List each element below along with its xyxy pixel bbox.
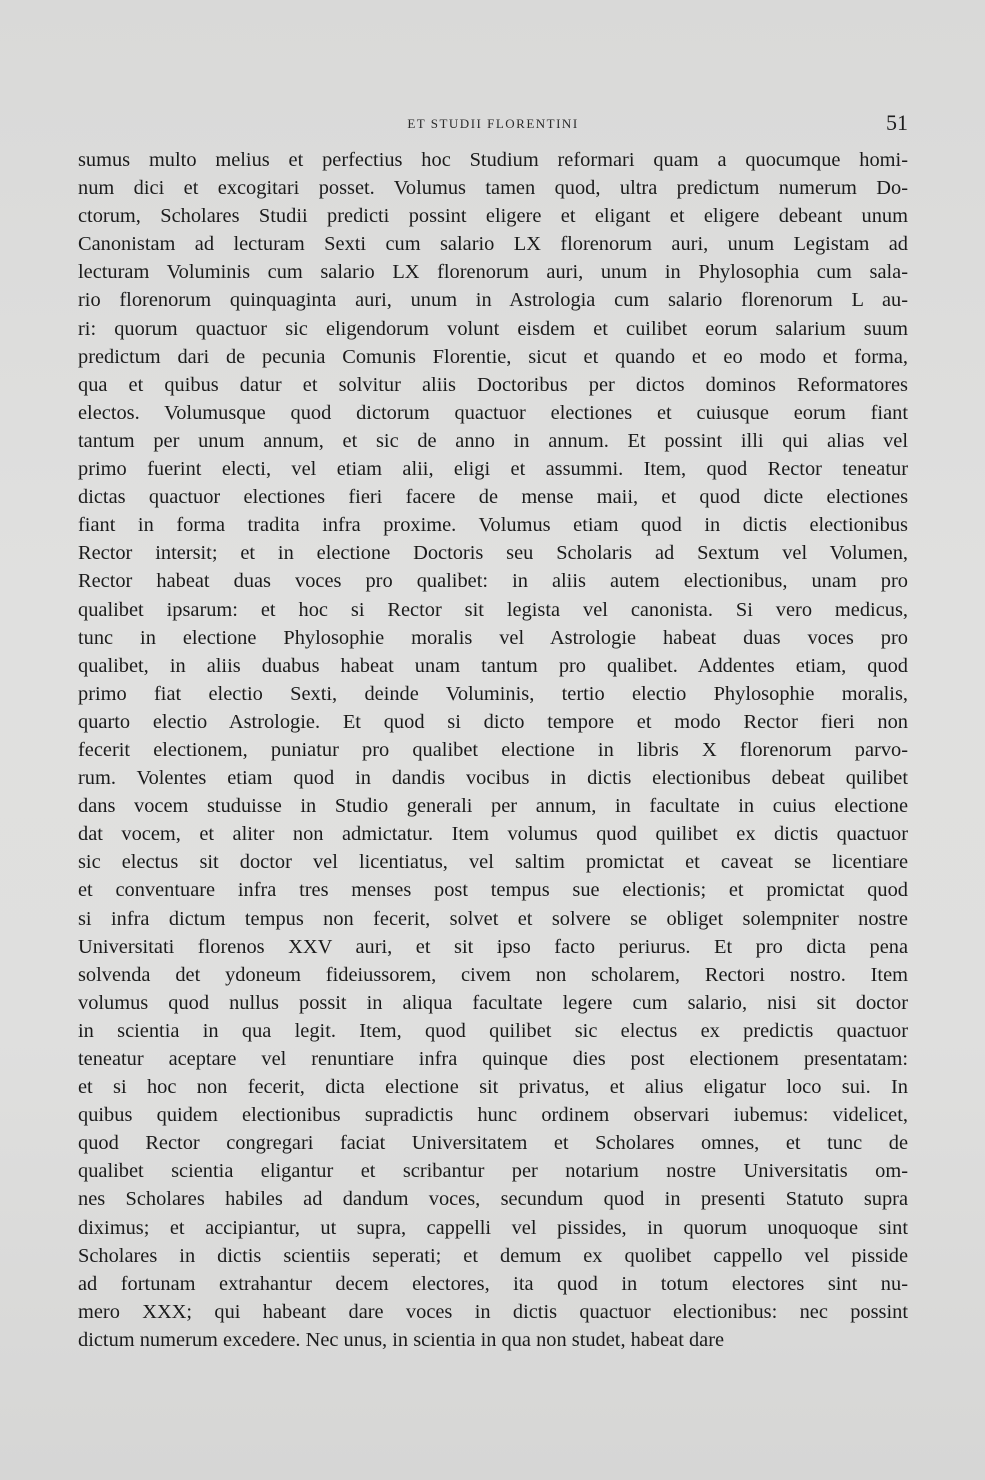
text-line: si infra dictum tempus non fecerit, solvet et solvere se obliget solempniter nostre (78, 907, 908, 930)
text-line: dat vocem, et aliter non admictatur. Item volumus quod quilibet ex dictis quactuor (78, 823, 908, 846)
page-number: 51 (886, 110, 908, 135)
text-line: solvenda det ydoneum fideiussorem, civem non scholarem, Rectori nostro. Item (78, 963, 908, 986)
text-line: rum. Volentes etiam quod in dandis vocibus in dictis electionibus debeat quilibet (78, 767, 908, 790)
text-line: fecerit electionem, puniatur pro qualibet electione in libris X florenorum parvo- (78, 738, 908, 761)
text-line: fiant in forma tradita infra proxime. Volumus etiam quod in dictis electionibus (78, 514, 908, 537)
text-line: qualibet, in aliis duabus habeat unam tantum pro qualibet. Addentes etiam, quod (78, 654, 908, 677)
text-line: Scholares in dictis scientiis seperati; et demum ex quolibet cappello vel pisside (78, 1244, 908, 1267)
text-line: mero XXX; qui habeant dare voces in dictis quactuor electionibus: nec possint (78, 1300, 908, 1323)
text-line: sumus multo melius et perfectius hoc Studium reformari quam a quocumque homi- (78, 149, 908, 171)
text-line: qualibet ipsarum: et hoc si Rector sit legista vel canonista. Si vero medicus, (78, 598, 908, 621)
page-header (78, 110, 908, 140)
text-line: quod Rector congregari faciat Universitatem et Scholares omnes, et tunc de (78, 1132, 908, 1155)
text-line: qua et quibus datur et solvitur aliis Doctoribus per dictos dominos Reformatores (78, 373, 908, 396)
text-line: dictum numerum excedere. Nec unus, in scientia in qua non studet, habeat dare (78, 1328, 725, 1351)
text-line: diximus; et accipiantur, ut supra, cappelli vel pissides, in quorum unoquoque sint (78, 1216, 908, 1239)
body-text (78, 146, 908, 1354)
text-line: primo fiat electio Sexti, deinde Voluminis, tertio electio Phylosophie moralis, (78, 682, 908, 705)
text-line: et conventuare infra tres menses post tempus sue electionis; et promictat quod (78, 879, 908, 902)
text-line: Rector intersit; et in electione Doctoris seu Scholaris ad Sextum vel Volumen, (78, 542, 908, 565)
text-line: nes Scholares habiles ad dandum voces, secundum quod in presenti Statuto supra (78, 1188, 908, 1211)
text-line: in scientia in qua legit. Item, quod quilibet sic electus ex predictis quactuor (78, 1019, 908, 1042)
text-line: dictas quactuor electiones fieri facere de mense maii, et quod dicte electiones (78, 486, 908, 509)
text-line: rio florenorum quinquaginta auri, unum in Astrologia cum salario florenorum L au- (78, 289, 908, 312)
text-line: teneatur aceptare vel renuntiare infra quinque dies post electionem presentatam: (78, 1048, 908, 1070)
text-line: quarto electio Astrologie. Et quod si dicto tempore et modo Rector fieri non (78, 710, 908, 733)
text-line: lecturam Voluminis cum salario LX florenorum auri, unum in Phylosophia cum sala- (78, 261, 908, 284)
text-line: volumus quod nullus possit in aliqua facultate legere cum salario, nisi sit doctor (78, 991, 908, 1014)
text-line: tantum per unum annum, et sic de anno in annum. Et possint illi qui alias vel (78, 429, 908, 452)
text-line: tunc in electione Phylosophie moralis vel Astrologie habeat duas voces pro (78, 626, 908, 649)
text-line: qualibet scientia eligantur et scribantur per notarium nostre Universitatis om- (78, 1160, 908, 1183)
text-line: dans vocem studuisse in Studio generali per annum, in facultate in cuius electione (78, 795, 908, 818)
text-line: primo fuerint electi, vel etiam alii, eligi et assummi. Item, quod Rector teneatur (78, 458, 908, 481)
text-line: ctorum, Scholares Studii predicti possint eligere et eligant et eligere debeant unum (78, 205, 908, 228)
text-line: ri: quorum quactuor sic eligendorum volunt eisdem et cuilibet eorum salarium suum (78, 317, 908, 340)
text-line: predictum dari de pecunia Comunis Florentie, sicut et quando et eo modo et forma, (78, 345, 908, 368)
text-line: Rector habeat duas voces pro qualibet: in aliis autem electionibus, unam pro (78, 570, 908, 593)
text-line: et si hoc non fecerit, dicta electione sit privatus, et alius eligatur loco sui. In (78, 1076, 908, 1099)
text-line: Canonistam ad lecturam Sexti cum salario LX florenorum auri, unum Legistam ad (78, 233, 908, 256)
text-line: Universitati florenos XXV auri, et sit ipso facto periurus. Et pro dicta pena (78, 935, 908, 958)
text-line: electos. Volumusque quod dictorum quactuor electiones et cuiusque eorum fiant (78, 401, 908, 424)
text-line: quibus quidem electionibus supradictis hunc ordinem observari iubemus: videlicet, (78, 1104, 908, 1127)
text-line: sic electus sit doctor vel licentiatus, vel saltim promictat et caveat se licentiare (78, 851, 908, 874)
text-line: ad fortunam extrahantur decem electores, ita quod in totum electores sint nu- (78, 1272, 908, 1295)
running-title: ET STUDII FLORENTINI (407, 116, 579, 131)
text-line: num dici et excogitari posset. Volumus tamen quod, ultra predictum numerum Do- (78, 177, 908, 200)
